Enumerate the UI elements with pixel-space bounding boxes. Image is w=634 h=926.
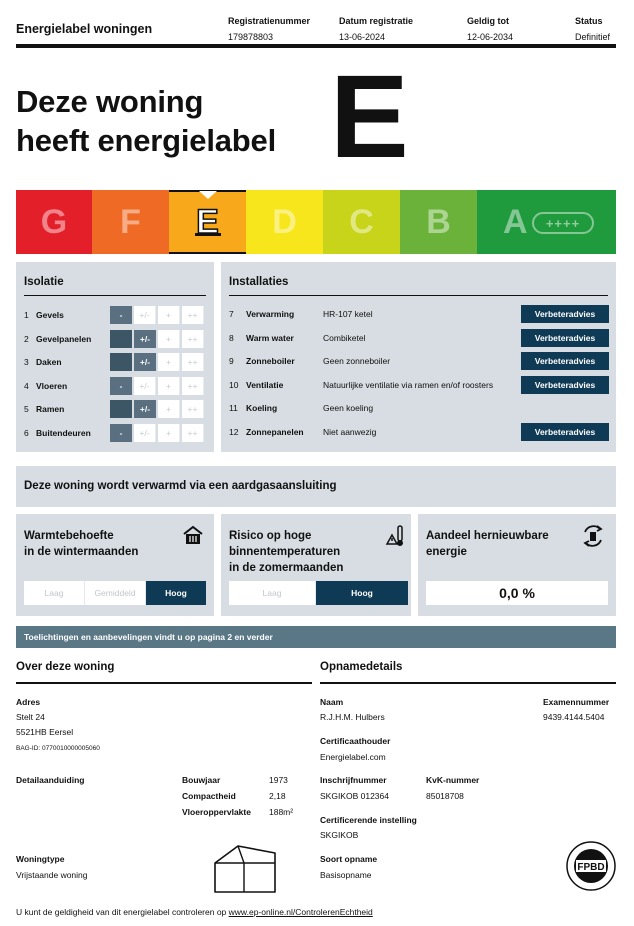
rating-cell: +/-	[134, 306, 156, 324]
page-title: Deze woning heeft energielabel	[16, 84, 276, 158]
row-number: 7	[229, 309, 234, 319]
row-number: 9	[229, 356, 234, 367]
energy-class-f	[92, 190, 169, 254]
info-bar: Toelichtingen en aanbevelingen vindt u op pagina 2 en verder	[16, 626, 616, 648]
row-name: Vloeren	[36, 380, 68, 391]
row-value: Geen koeling	[323, 403, 374, 414]
row-value: Combiketel	[323, 332, 366, 343]
soort-opname-label: Soort opname	[320, 854, 378, 864]
vloeroppervlakte-label: Vloeroppervlakte	[182, 807, 251, 817]
opname-section-title: Opnamedetails	[320, 661, 403, 673]
kvk-value: 85018708	[426, 791, 464, 801]
isolatie-row	[24, 424, 206, 442]
header-registratienummer: Registratienummer 179878803	[228, 16, 311, 42]
row-number: 5	[24, 404, 29, 415]
row-number: 2	[24, 333, 29, 344]
verbeteradvies-button[interactable]: Verbeteradvies	[521, 305, 609, 323]
rating-cell: -	[110, 306, 132, 324]
rating-cell: -	[110, 424, 132, 442]
naam-label: Naam	[320, 697, 344, 707]
divider	[229, 295, 608, 296]
energy-label-letter: E	[330, 51, 409, 183]
risico-option-laag: Laag	[229, 581, 316, 605]
gas-notice-panel	[16, 466, 616, 507]
energy-class-letter: A	[503, 202, 528, 241]
header-geldig-tot: Geldig tot 12-06-2034	[467, 16, 514, 42]
examennummer-label: Examennummer	[543, 697, 610, 707]
row-name: Gevels	[36, 310, 64, 320]
woningtype-value: Vrijstaande woning	[16, 870, 88, 880]
bouwjaar-label: Bouwjaar	[182, 775, 221, 785]
rating-cell: -	[110, 377, 132, 395]
verbeteradvies-button[interactable]: Verbeteradvies	[521, 376, 609, 394]
row-name: Warm water	[246, 332, 294, 343]
installaties-title: Installaties	[229, 276, 289, 288]
isolatie-row	[24, 353, 206, 371]
row-value: HR-107 ketel	[323, 309, 373, 319]
adres-postcode: 5521HB Eersel	[16, 727, 74, 737]
row-number: 10	[229, 379, 239, 390]
energy-scale	[16, 190, 616, 254]
hernieuwbaar-value: 0,0 %	[426, 581, 608, 605]
isolatie-row	[24, 306, 206, 324]
risico-toggle	[229, 581, 408, 605]
header-datum-registratie: Datum registratie 13-06-2024	[339, 16, 414, 42]
certificaathouder-label: Certificaathouder	[320, 736, 391, 746]
rating-cell: +	[158, 353, 180, 371]
risico-option-hoog: Hoog	[316, 581, 408, 605]
renewable-energy-icon	[580, 523, 606, 549]
energy-class-e	[169, 190, 246, 254]
risico-panel	[221, 514, 411, 616]
document-header	[16, 14, 616, 48]
thermometer-warning-icon	[385, 524, 405, 548]
rating-cell: ++	[182, 353, 204, 371]
row-number: 11	[229, 403, 238, 414]
certificaathouder-value: Energielabel.com	[320, 752, 386, 762]
rating-cell: ++	[182, 330, 204, 348]
rating-cell: +/-	[134, 400, 156, 418]
footer-note: U kunt de geldigheid van dit energielabel controleren op www.ep-online.nl/ControlerenEchtheid	[16, 907, 373, 917]
verbeteradvies-button[interactable]: Verbeteradvies	[521, 329, 609, 347]
rating-cell: +	[158, 400, 180, 418]
row-name: Ventilatie	[246, 379, 284, 390]
divider	[24, 295, 206, 296]
vloeroppervlakte-value: 188m²	[269, 807, 294, 817]
rating-cell	[110, 353, 132, 371]
warmte-title: Warmtebehoefte in de wintermaanden	[24, 530, 139, 558]
row-name: Daken	[36, 357, 62, 368]
warmte-option-hoog: Hoog	[146, 581, 206, 605]
installaties-panel	[221, 262, 616, 452]
energy-class-d	[246, 190, 323, 254]
instelling-value: SKGIKOB	[320, 830, 359, 840]
rating-cell: ++	[182, 424, 204, 442]
fpbd-seal-icon	[565, 840, 617, 892]
energy-class-a	[477, 190, 616, 254]
hernieuwbaar-panel	[418, 514, 616, 616]
instelling-label: Certificerende instelling	[320, 815, 417, 825]
active-class-marker	[199, 191, 217, 199]
energy-class-g	[16, 190, 92, 254]
installatie-row	[229, 399, 608, 417]
verbeteradvies-button[interactable]: Verbeteradvies	[521, 423, 609, 441]
gas-notice: Deze woning wordt verwarmd via een aardgasaansluiting	[24, 480, 337, 492]
row-name: Gevelpanelen	[36, 333, 92, 344]
isolatie-row	[24, 377, 206, 395]
divider	[16, 682, 312, 684]
rating-cell: ++	[182, 377, 204, 395]
rating-cell: +	[158, 306, 180, 324]
kvk-label: KvK-nummer	[426, 775, 480, 785]
row-name: Koeling	[246, 403, 278, 414]
energy-class-b	[400, 190, 477, 254]
installatie-row	[229, 305, 608, 323]
rating-cell: +	[158, 377, 180, 395]
energy-class-letter: G	[40, 202, 68, 241]
installatie-row	[229, 352, 608, 370]
energy-class-letter: B	[426, 202, 451, 241]
warmte-toggle	[24, 581, 206, 605]
soort-opname-value: Basisopname	[320, 870, 372, 880]
inschrijfnummer-value: SKGIKOB 012364	[320, 791, 389, 801]
installatie-row	[229, 329, 608, 347]
installatie-row	[229, 423, 608, 441]
warmte-option-gemiddeld: Gemiddeld	[85, 581, 146, 605]
rating-cell	[110, 330, 132, 348]
inschrijfnummer-label: Inschrijfnummer	[320, 775, 387, 785]
adres-street: Stelt 24	[16, 712, 45, 722]
naam-value: R.J.H.M. Hulbers	[320, 712, 385, 722]
seal-text: FPBD	[577, 862, 605, 873]
bouwjaar-value: 1973	[269, 775, 288, 785]
rating-cell: +/-	[134, 353, 156, 371]
warmte-panel	[16, 514, 214, 616]
row-number: 8	[229, 332, 234, 343]
compactheid-value: 2,18	[269, 791, 286, 801]
row-name: Zonnepanelen	[246, 427, 304, 437]
header-status: Status Definitief	[575, 16, 611, 42]
house-heat-icon	[182, 524, 204, 546]
adres-label: Adres	[16, 697, 41, 707]
detached-house-icon	[212, 843, 278, 895]
warmte-option-laag: Laag	[24, 581, 85, 605]
energy-class-letter: C	[349, 202, 374, 241]
rating-cell: +	[158, 424, 180, 442]
woning-section-title: Over deze woning	[16, 661, 115, 673]
a-plus-indicator: ++++	[532, 212, 594, 234]
verbeteradvies-button[interactable]: Verbeteradvies	[521, 352, 609, 370]
isolatie-row	[24, 400, 206, 418]
rating-cell: +/-	[134, 330, 156, 348]
rating-cell: +	[158, 330, 180, 348]
rating-cell: ++	[182, 400, 204, 418]
bag-id: BAG-ID: 0770010000005060	[16, 745, 100, 752]
detail-label: Detailaanduiding	[16, 775, 85, 785]
energy-class-letter: F	[120, 202, 141, 241]
rating-cell: ++	[182, 306, 204, 324]
isolatie-title: Isolatie	[24, 276, 64, 288]
row-name: Verwarming	[246, 309, 295, 319]
row-value: Natuurlijke ventilatie via ramen en/of roosters	[323, 379, 494, 390]
row-number: 6	[24, 428, 29, 438]
energy-class-letter: D	[272, 202, 297, 241]
energy-class-letter: E	[196, 202, 219, 241]
row-number: 1	[24, 310, 29, 320]
row-number: 12	[229, 427, 239, 437]
row-name: Ramen	[36, 404, 65, 415]
risico-title: Risico op hoge binnentemperaturen in de zomermaanden	[229, 530, 344, 574]
isolatie-row	[24, 330, 206, 348]
isolatie-panel	[16, 262, 214, 452]
installatie-row	[229, 376, 608, 394]
row-value: Niet aanwezig	[323, 427, 377, 437]
examennummer-value: 9439.4144.5404	[543, 712, 605, 722]
row-name: Zonneboiler	[246, 356, 295, 367]
row-value: Geen zonneboiler	[323, 356, 391, 367]
energy-class-c	[323, 190, 400, 254]
rating-cell	[110, 400, 132, 418]
rating-cell: +/-	[134, 377, 156, 395]
rating-cell: +/-	[134, 424, 156, 442]
row-number: 3	[24, 357, 29, 368]
row-number: 4	[24, 380, 29, 391]
row-name: Buitendeuren	[36, 428, 91, 438]
brand-title: Energielabel woningen	[16, 22, 153, 36]
hernieuwbaar-title: Aandeel hernieuwbare energie	[426, 530, 549, 558]
verification-link[interactable]: www.ep-online.nl/ControlerenEchtheid	[228, 907, 373, 917]
woningtype-label: Woningtype	[16, 854, 65, 864]
divider	[320, 682, 616, 684]
compactheid-label: Compactheid	[182, 791, 236, 801]
